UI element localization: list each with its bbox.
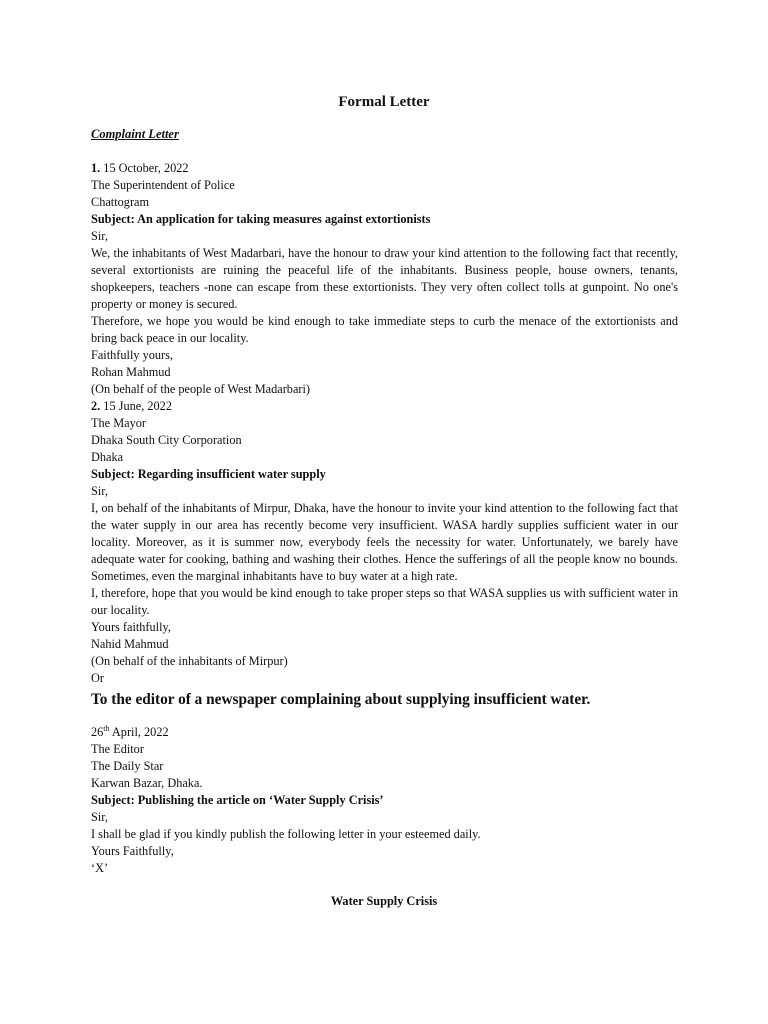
letter3-newspaper: The Daily Star [91, 759, 164, 773]
letter2-date: 15 June, 2022 [100, 399, 172, 413]
letter1-date-line [91, 160, 678, 177]
letter2-recipient: The Mayor [91, 416, 146, 430]
letter3-date-rest: April, 2022 [109, 725, 169, 739]
section-label: Complaint Letter [91, 127, 179, 141]
letter1-signature: Rohan Mahmud [91, 365, 171, 379]
letter1-recipient: The Superintendent of Police [91, 178, 235, 192]
letter2-paragraph-1: I, on behalf of the inhabitants of Mirpur, Dhaka, have the honour to invite your kind attention to the following fact that the water supply in our area has recently become very insufficient. WASA hardly supplies sufficient water in our locality. Moreover, as it is summer now, everybody feels the necessity for water. Unfortunately, we barely have adequate water for cooking, bathing and washing their clothes. Hence the sufferings of all the people know no bounds. Sometimes, even the marginal inhabitants have to buy water at a high rate. [91, 501, 678, 583]
letter1-behalf: (On behalf of the people of West Madarbari) [91, 382, 311, 396]
letter3-address: Karwan Bazar, Dhaka. [91, 776, 203, 790]
letter2-organization: Dhaka South City Corporation [91, 433, 242, 447]
letter2-behalf: (On behalf of the inhabitants of Mirpur) [91, 654, 288, 668]
letter3-salutation: Sir, [91, 810, 108, 824]
letter2-number: 2. [91, 399, 101, 413]
letter2-paragraph-2: I, therefore, hope that you would be kind enough to take proper steps so that WASA supplies us with sufficient water in our locality. [91, 586, 678, 617]
letter1-closing: Faithfully yours, [91, 348, 173, 362]
document-title: Formal Letter [338, 94, 430, 110]
letter1-salutation: Sir, [91, 229, 108, 243]
letter1-paragraph-1: We, the inhabitants of West Madarbari, have the honour to draw your kind attention to the following fact that recently, several extortionists are ruining the peaceful life of the inhabitants. Business people, house owners, tenants, shopkeepers, teachers -none can escape from these extortionists. They very often collect tolls at gunpoint. No one's property or money is secured. [91, 246, 678, 311]
letter1-number: 1. [91, 161, 101, 175]
letter1-place: Chattogram [91, 195, 150, 209]
letter3-signature: ‘X’ [91, 861, 109, 875]
letter2-subject: Subject: Regarding insufficient water supply [91, 467, 326, 481]
letter3-body: I shall be glad if you kindly publish the following letter in your esteemed daily. [91, 827, 481, 841]
letter2-place: Dhaka [91, 450, 124, 464]
letter2-or: Or [91, 671, 104, 685]
editor-letter-heading: To the editor of a newspaper complaining about supplying insufficient water. [91, 691, 591, 708]
letter3-date-day: 26 [91, 725, 104, 739]
article-title: Water Supply Crisis [330, 894, 438, 908]
letter3-subject: Subject: Publishing the article on ‘Water Supply Crisis’ [91, 793, 384, 807]
letter1-paragraph-2: Therefore, we hope you would be kind enough to take immediate steps to curb the menace of the extortionists and bring back peace in our locality. [91, 314, 678, 345]
letter1-subject: Subject: An application for taking measures against extortionists [91, 212, 431, 226]
letter3-date-suffix: th [103, 723, 110, 733]
letter2-date-line [91, 398, 678, 415]
letter3-date [91, 724, 678, 741]
letter3-closing: Yours Faithfully, [91, 844, 174, 858]
letter2-closing: Yours faithfully, [91, 620, 171, 634]
letter2-signature: Nahid Mahmud [91, 637, 169, 651]
document-body [91, 160, 678, 910]
letter2-salutation: Sir, [91, 484, 108, 498]
letter1-date: 15 October, 2022 [100, 161, 189, 175]
letter3-recipient: The Editor [91, 742, 144, 756]
